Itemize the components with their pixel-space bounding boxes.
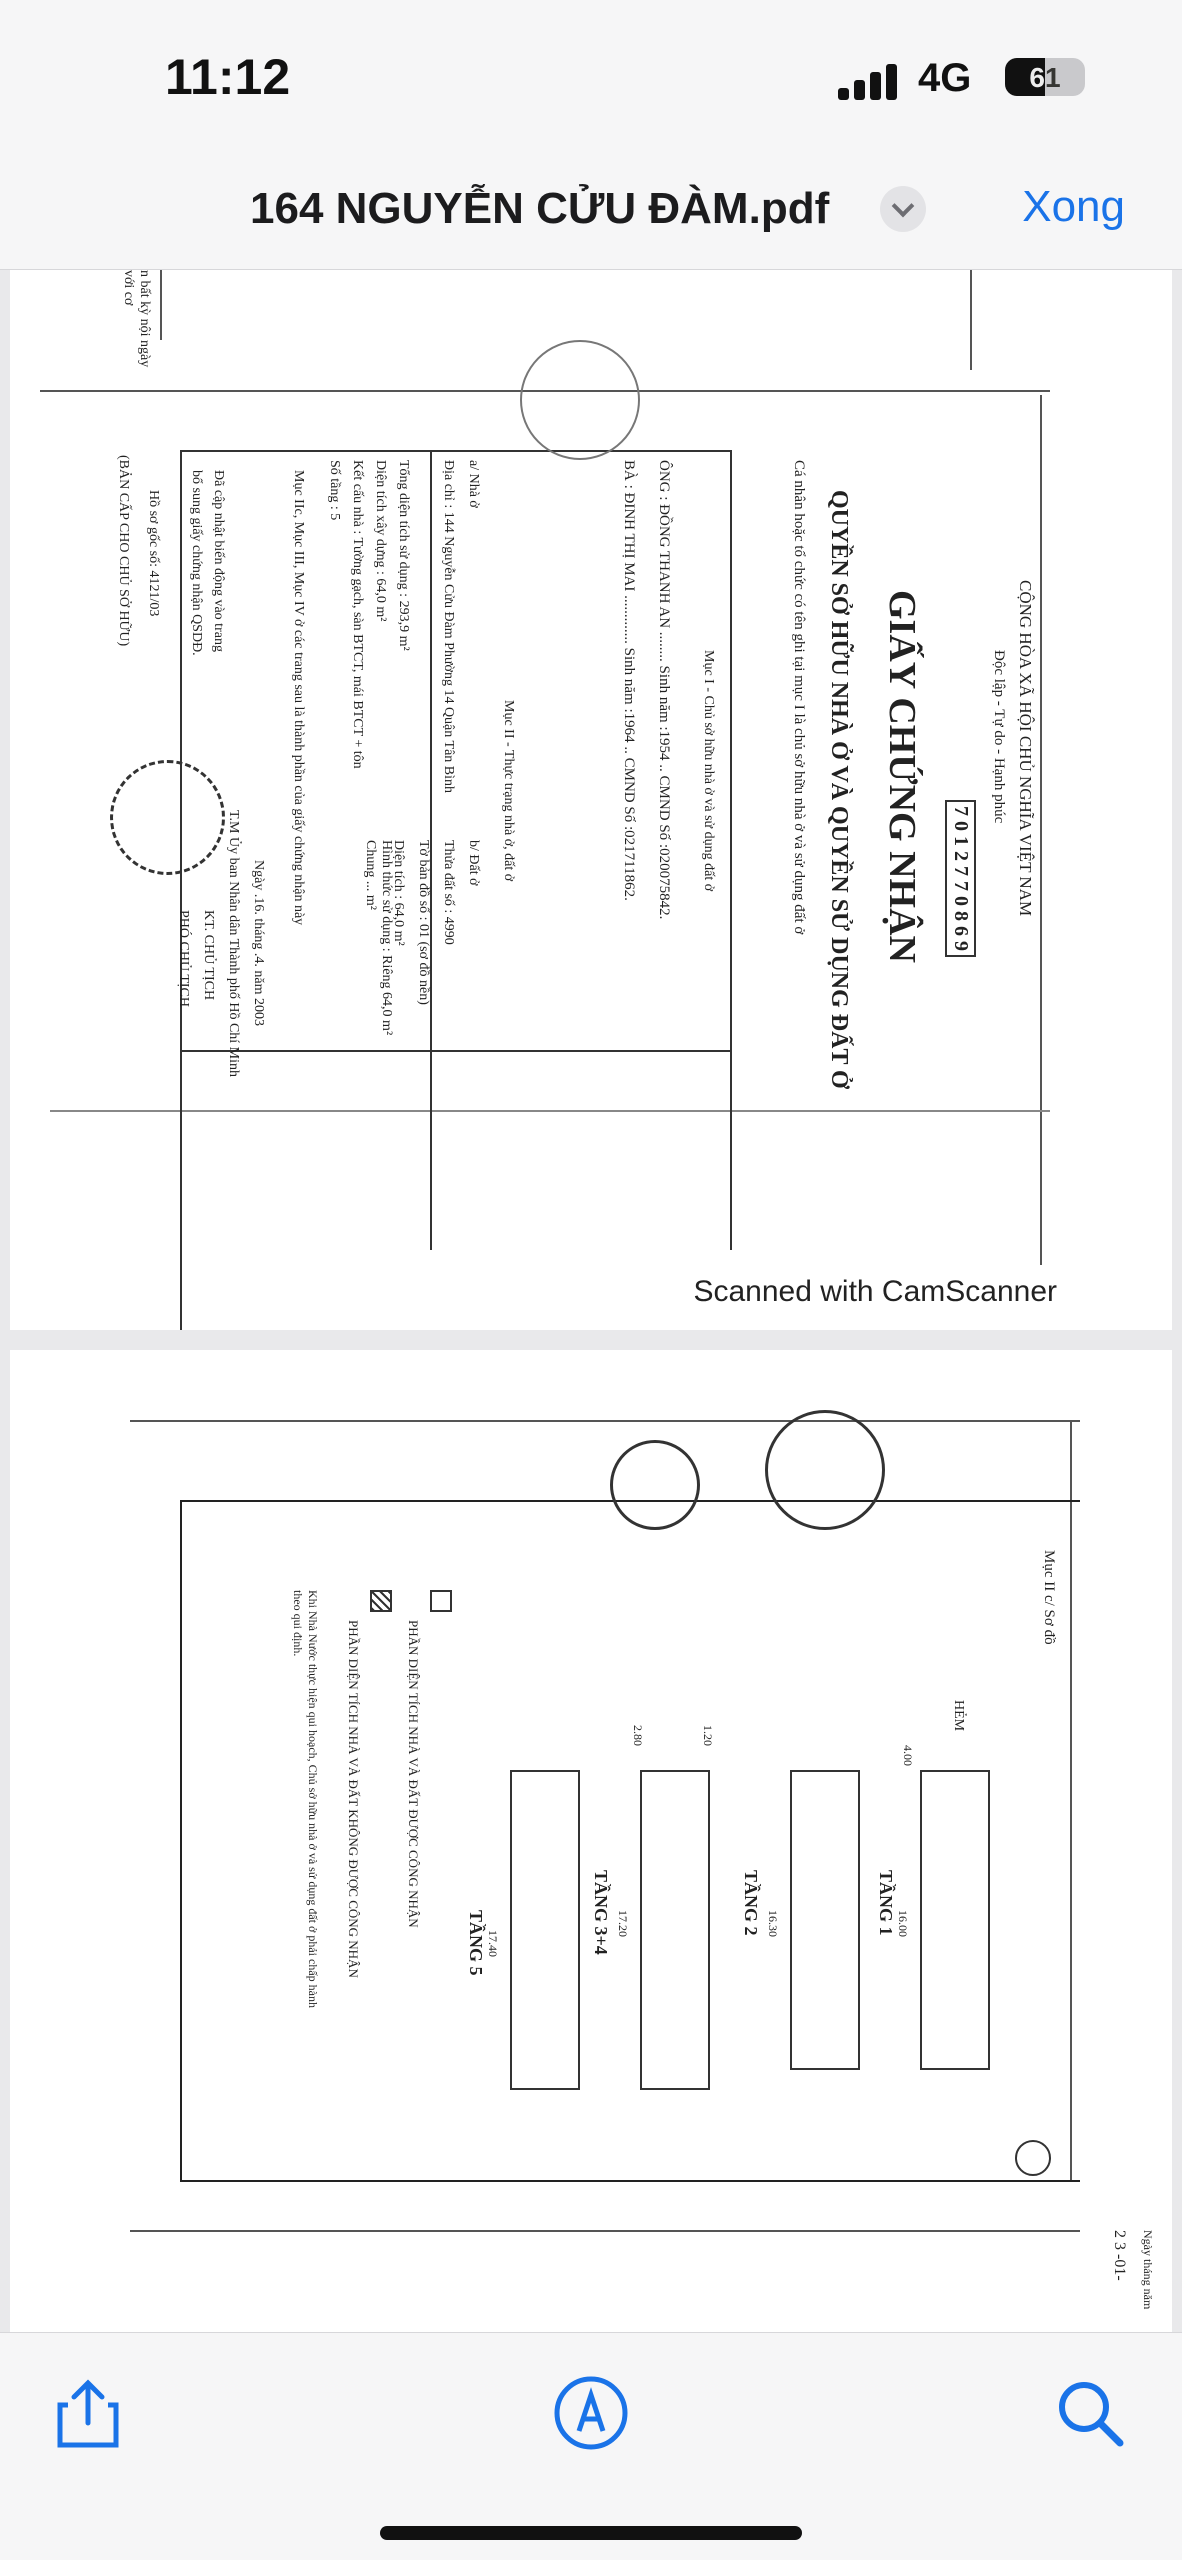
legend-recognized: PHẦN DIỆN TÍCH NHÀ VÀ ĐẤT ĐƯỢC CÔNG NHẬN [406,1620,421,1928]
file-number: Hồ sơ gốc số: 4121/03 [146,490,161,617]
cellular-signal-icon [838,64,898,100]
header-motto: Độc lập - Tự do - Hạnh phúc [991,650,1007,824]
official-seal [110,760,225,875]
markup-icon [551,2373,631,2453]
navigation-bar [0,150,1182,270]
section-2-heading: Mục II - Thực trạng nhà ở, đất ở [501,700,516,882]
house-structure: Kết cấu nhà : Tường gạch, sàn BTCT, mái BTCT + tôn [350,460,365,769]
floor-1-label: TẦNG 1 [876,1870,896,1936]
dimension-length-2: 16.30 [766,1910,780,1937]
floor-5-label: TẦNG 5 [466,1910,486,1976]
land-map-sheet: Tờ bản đồ số : 01 (sơ đồ nền) [416,840,431,1005]
status-time: 11:12 [165,49,291,105]
header-country: CỘNG HÒA XÃ HỘI CHỦ NGHĨA VIỆT NAM [1016,580,1035,917]
issue-date: Ngày .16. tháng .4. năm 2003 [251,860,266,1027]
share-icon [48,2373,128,2453]
alley-label: HẺM [951,1700,966,1732]
planning-note: Khi Nhà Nước thực hiện qui hoạch, Chủ sở hữu nhà ở và sử dụng đất ở phải chấp hành theo qui định. [291,1590,320,2008]
section-1-heading: Mục I - Chủ sở hữu nhà ở và sử dụng đất ở [701,650,716,892]
search-icon [1050,2373,1130,2453]
status-bar [0,0,1182,150]
date-stub: 2 3 -01- [1111,2230,1128,2281]
issuing-authority: T.M Ủy ban Nhân dân Thành phố Hồ Chí Minh [226,810,241,1078]
dimension-width: 4.00 [901,1745,915,1766]
dimension-b: 1.20 [701,1725,715,1746]
dimension-length-3: 17.20 [616,1910,630,1937]
pdf-viewer[interactable] [0,270,1182,2332]
land-use: Hình thức sử dụng : Riêng 64,0 m² Chung ... m² [363,840,394,1036]
owner-1: ÔNG : ĐỒNG THANH AN ........ Sinh năm :1954 .. CMND Số :020075842. [656,460,672,920]
date-column-label: Ngày tháng năm [1141,2230,1155,2310]
floor-5-outline [510,1770,580,2090]
battery-level: 61 [1029,62,1061,93]
house-heading: a/ Nhà ở [466,460,481,508]
floor-1-outline [920,1770,990,2070]
certificate-title: GIẤY CHỨNG NHẬN [881,590,923,963]
home-indicator[interactable] [380,2526,802,2540]
network-type: 4G [918,56,972,100]
seal-stamp-2 [610,1440,700,1530]
left-fragment-text: n bất kỳ nội ngày với cơ [121,270,152,368]
copy-note: (BẢN CẤP CHO CHỦ SỞ HỮU) [116,455,131,647]
house-total-area: Tổng diện tích sử dụng : 293,9 m² [396,460,411,651]
legend-recognized-swatch [430,1590,452,1612]
done-button[interactable]: Xong [1022,182,1125,231]
seal-stamp-1 [765,1410,885,1530]
compass-icon [1015,2140,1051,2176]
land-lot: Thửa đất số : 4990 [441,840,456,945]
dimension-length-1: 16.00 [896,1910,910,1937]
search-button[interactable] [1050,2373,1130,2453]
floor-2-label: TẦNG 2 [741,1870,761,1936]
camscanner-watermark: Scanned with CamScanner [693,1275,1057,1308]
floor-3-4-label: TẦNG 3+4 [591,1870,611,1955]
certificate-serial: 7 0 1 2 7 7 0 8 6 9 [945,800,976,957]
house-address: Địa chỉ : 144 Nguyễn Cửu Đàm Phường 14 Quận Tân Bình [441,460,456,794]
diagram-section-heading: Mục II c/ Sơ đồ [1041,1550,1057,1645]
battery-icon [1005,58,1085,96]
document-title[interactable]: 164 NGUYỄN CỬU ĐÀM.pdf [250,184,830,233]
markup-button[interactable] [551,2373,631,2453]
owner-2: BÀ : ĐINH THỊ MAI ............. Sinh năm :1964 .. CMND Số :021711862. [621,460,637,901]
dimension-a: 2.80 [631,1725,645,1746]
update-note-2: bổ sung giấy chứng nhận QSDĐ. [189,470,204,656]
land-area: Diện tích : 64,0 m² [391,840,406,946]
dimension-length-4: 17.40 [486,1930,500,1957]
certificate-subtitle: QUYỀN SỞ HỮU NHÀ Ở VÀ QUYỀN SỬ DỤNG ĐẤT Ở [826,490,852,1089]
floor-2-outline [790,1770,860,2070]
pdf-page-1 [10,270,1172,1330]
legend-unrecognized: PHẦN DIỆN TÍCH NHÀ VÀ ĐẤT KHÔNG ĐƯỢC CÔNG NHẬN [346,1620,361,1978]
share-button[interactable] [48,2373,128,2453]
pdf-page-2 [10,1350,1172,2332]
footer-note: Mục IIc, Mục III, Mục IV ở các trang sau là thành phần của giấy chứng nhận này [291,470,306,926]
update-note-1: Đã cập nhật biến động vào trang [211,470,226,652]
chevron-down-icon[interactable] [880,186,926,232]
land-heading: b/ Đất ở [466,840,481,886]
floor-3-4-outline [640,1770,710,2090]
house-floors: Số tầng : 5 [327,460,342,521]
house-built-area: Diện tích xây dựng : 64,0 m² [373,460,388,622]
signer-role: PHÓ CHỦ TỊCH [176,910,191,1007]
legend-unrecognized-swatch [370,1590,392,1612]
signer-title: KT. CHỦ TỊCH [201,910,216,1001]
partial-seal [520,340,640,460]
certificate-intro: Cá nhân hoặc tổ chức có tên ghi tại mục I là chủ sở hữu nhà ở và sử dụng đất ở [791,460,807,935]
